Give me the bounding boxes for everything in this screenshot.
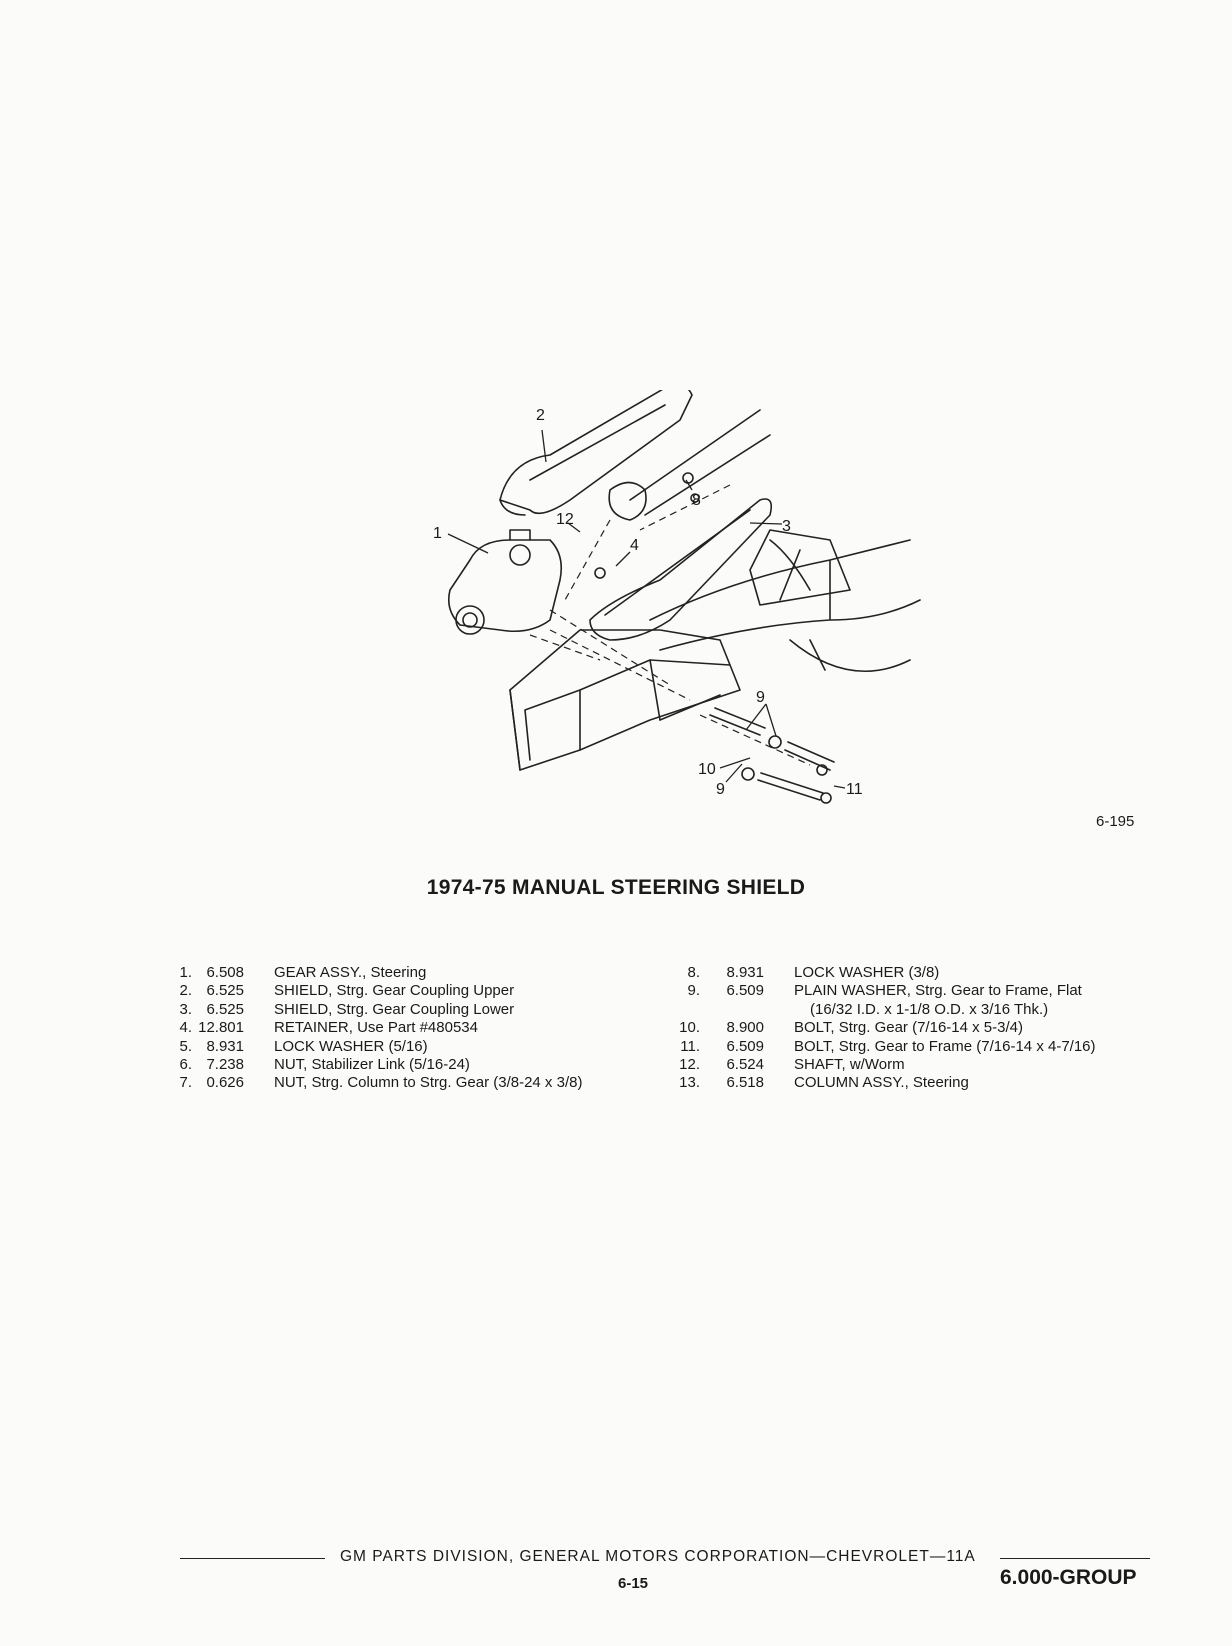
footer-rule-left xyxy=(180,1558,325,1559)
callout-11: 11 xyxy=(846,781,863,798)
parts-row xyxy=(170,982,582,1000)
callout-9-lower: 9 xyxy=(716,781,725,798)
parts-row xyxy=(672,1038,1096,1056)
part-code: 6.509 xyxy=(726,982,764,1000)
part-description-continued: (16/32 I.D. x 1-1/8 O.D. x 3/16 Thk.) xyxy=(810,1000,1049,1018)
part-code: 7.238 xyxy=(206,1056,244,1074)
callout-12: 12 xyxy=(556,511,574,528)
part-code: 8.931 xyxy=(726,964,764,981)
parts-row xyxy=(672,1019,1096,1037)
part-code: 0.626 xyxy=(206,1074,244,1092)
parts-row xyxy=(672,982,1096,1000)
crossmember xyxy=(510,630,740,770)
part-code: 6.509 xyxy=(726,1037,764,1055)
part-number: 9. xyxy=(687,982,700,1000)
part-number: 3. xyxy=(179,1000,192,1018)
callout-9-upper: 9 xyxy=(756,689,765,706)
part-description: GEAR ASSY., Steering xyxy=(274,964,427,981)
part-code: 6.518 xyxy=(726,1074,764,1092)
upper-shield xyxy=(500,390,692,513)
part-description: LOCK WASHER (3/8) xyxy=(794,964,940,981)
part-code: 6.525 xyxy=(206,982,244,1000)
part-number: 7. xyxy=(179,1074,192,1092)
part-number: 1. xyxy=(179,964,192,981)
callout-10: 10 xyxy=(698,761,716,778)
part-description: BOLT, Strg. Gear to Frame (7/16-14 x 4-7/16) xyxy=(794,1037,1096,1055)
part-number: 4. xyxy=(179,1019,192,1037)
part-description: BOLT, Strg. Gear (7/16-14 x 5-3/4) xyxy=(794,1019,1023,1037)
part-code: 8.900 xyxy=(726,1019,764,1037)
callout-2: 2 xyxy=(536,407,545,424)
footer-rule-right xyxy=(1000,1558,1150,1559)
part-description: LOCK WASHER (5/16) xyxy=(274,1037,428,1055)
parts-row xyxy=(672,1074,1096,1092)
parts-row xyxy=(170,1038,582,1056)
part-code: 12.801 xyxy=(198,1019,244,1037)
part-code: 6.524 xyxy=(726,1056,764,1074)
part-number: 6. xyxy=(179,1056,192,1074)
steering-shield-diagram xyxy=(430,390,940,830)
part-number: 8. xyxy=(687,964,700,981)
parts-list-right xyxy=(672,964,1096,1093)
parts-row xyxy=(170,1001,582,1019)
part-description: SHAFT, w/Worm xyxy=(794,1056,905,1074)
parts-row xyxy=(170,1074,582,1092)
parts-row xyxy=(672,964,1096,982)
part-description: RETAINER, Use Part #480534 xyxy=(274,1019,478,1037)
part-description: PLAIN WASHER, Strg. Gear to Frame, Flat xyxy=(794,982,1082,1000)
part-description: SHIELD, Strg. Gear Coupling Upper xyxy=(274,982,515,1000)
lower-shield xyxy=(590,499,771,640)
page-number: 6-15 xyxy=(618,1575,649,1592)
part-code: 6.508 xyxy=(206,964,244,981)
parts-row xyxy=(170,1056,582,1074)
part-number: 11. xyxy=(680,1037,700,1055)
part-number: 2. xyxy=(179,982,192,1000)
parts-list-left xyxy=(170,964,582,1093)
part-number: 13. xyxy=(679,1074,700,1092)
part-number: 12. xyxy=(679,1056,700,1074)
parts-row xyxy=(170,1019,582,1037)
callout-3: 3 xyxy=(782,518,791,535)
part-number: 5. xyxy=(179,1037,192,1055)
part-description: NUT, Strg. Column to Strg. Gear (3/8-24 x 3/8) xyxy=(274,1074,583,1092)
part-number: 10. xyxy=(679,1019,700,1037)
parts-row xyxy=(672,1056,1096,1074)
footer-text: GM PARTS DIVISION, GENERAL MOTORS CORPORATION—CHEVROLET—11A xyxy=(340,1548,976,1565)
parts-row xyxy=(170,964,582,982)
bolt-upper xyxy=(710,708,765,735)
part-code: 8.931 xyxy=(206,1037,244,1055)
figure-code: 6-195 xyxy=(1096,813,1135,830)
page-title: 1974-75 MANUAL STEERING SHIELD xyxy=(426,876,806,899)
part-description: COLUMN ASSY., Steering xyxy=(794,1074,969,1092)
callout-1: 1 xyxy=(433,525,442,542)
part-description: NUT, Stabilizer Link (5/16-24) xyxy=(274,1056,470,1074)
part-code: 6.525 xyxy=(206,1000,244,1018)
group-label: 6.000-GROUP xyxy=(1000,1566,1137,1589)
gear-box xyxy=(449,540,562,631)
callout-4: 4 xyxy=(630,537,639,554)
part-description: SHIELD, Strg. Gear Coupling Lower xyxy=(274,1000,515,1018)
callout-8: 8 xyxy=(692,492,701,509)
